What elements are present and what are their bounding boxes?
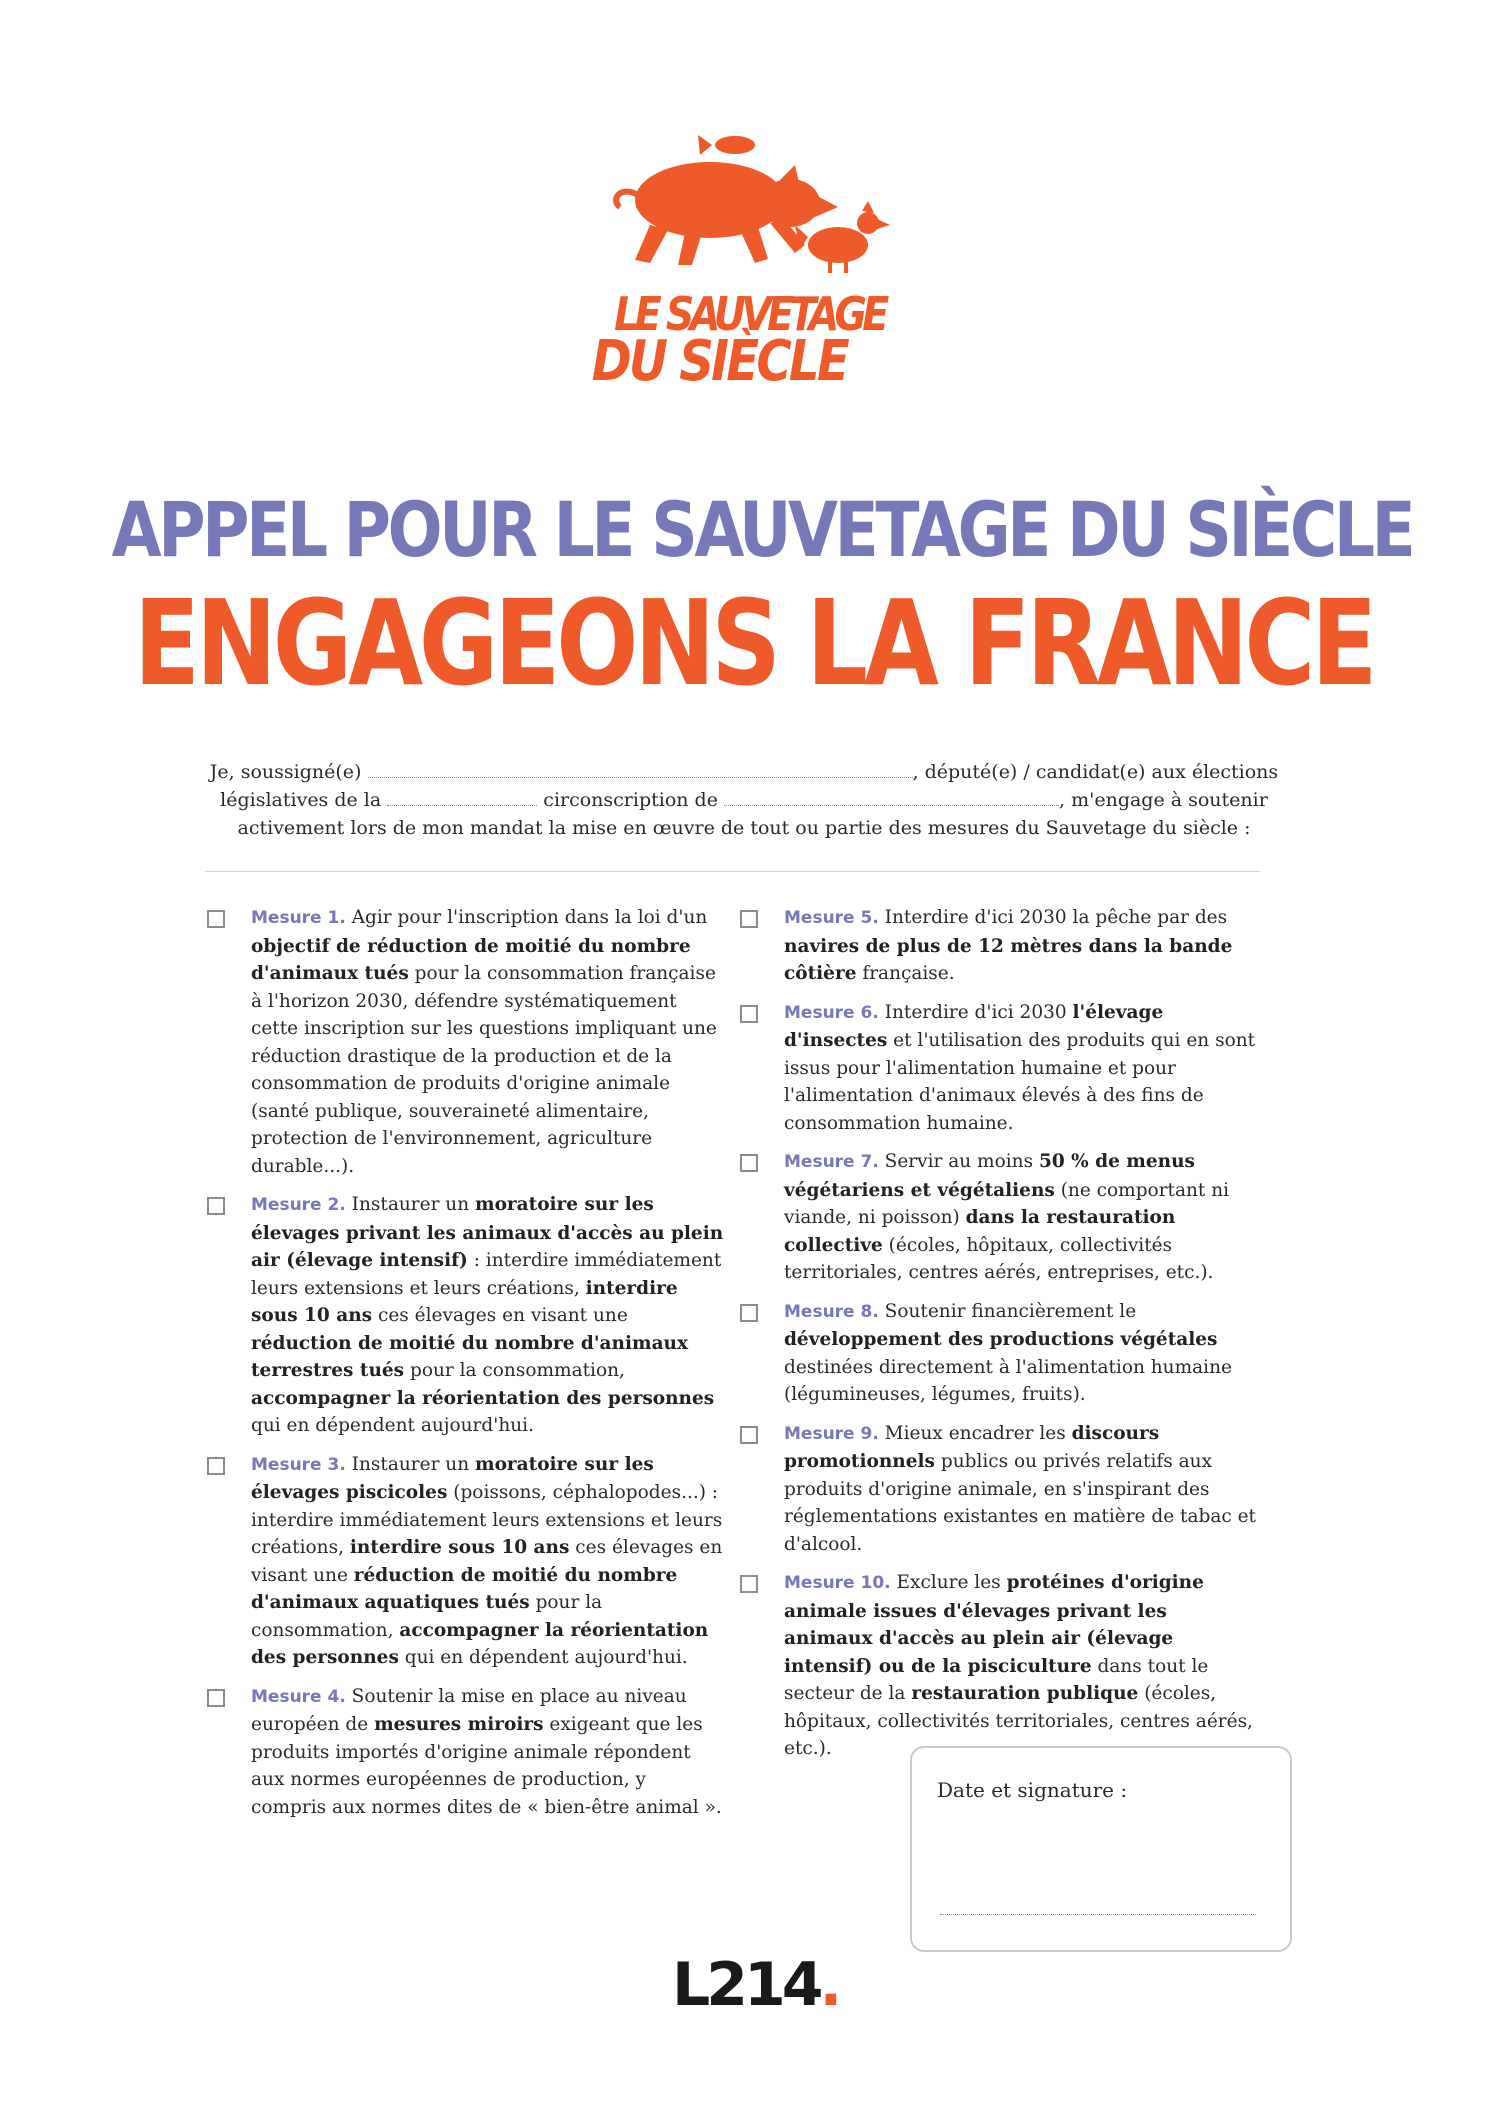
l214-dot: .	[819, 1950, 839, 2020]
measures-column-right	[738, 904, 1258, 1774]
measure-10	[738, 1569, 1258, 1763]
measures-column-left	[205, 904, 725, 1832]
measure-label: Mesure 6.	[784, 1002, 879, 1023]
measure-label: Mesure 10.	[784, 1573, 891, 1593]
measure-text: (poissons, céphalopodes...) : interdire immédiatement leurs extensions et leurs créations,	[251, 1482, 723, 1558]
measure-label: Mesure 8.	[784, 1301, 879, 1322]
measure-8	[738, 1298, 1258, 1409]
measure-9	[738, 1420, 1258, 1559]
measure-text-bold: accompagner la réorientation des personnes	[251, 1619, 709, 1668]
measure-text: pour la consommation,	[404, 1360, 625, 1381]
measure-text: Exclure les	[890, 1572, 1007, 1593]
measure-text: pour la consommation,	[251, 1592, 603, 1641]
fish-icon	[698, 135, 755, 155]
signature-label: Date et signature :	[937, 1778, 1128, 1802]
divider	[205, 871, 1260, 872]
measure-text: française.	[856, 963, 955, 984]
animals-logo-icon	[590, 125, 910, 390]
measure-text: Instaurer un	[345, 1453, 475, 1475]
measure-label: Mesure 1.	[251, 908, 346, 928]
measure-text-bold: interdire sous 10 ans	[251, 1277, 678, 1326]
measure-label: Mesure 4.	[251, 1686, 346, 1707]
measure-text-bold: protéines d'origine animale issues d'élevages privant les animaux d'accès au plein air (élevage intensif) ou de la pisciculture	[784, 1572, 1204, 1677]
measure-text: et l'utilisation des produits qui en sont issus pour l'alimentation humaine et pour l'alimentation d'animaux élevés à des fins de consommation humaine.	[784, 1030, 1256, 1134]
measure-text-bold: accompagner la réorientation des personnes	[251, 1387, 715, 1409]
measure-label: Mesure 2.	[251, 1195, 346, 1215]
measure-text-bold: objectif de réduction de moitié du nombre d'animaux tués	[251, 935, 691, 984]
measure-text-bold: développement des productions végétales	[784, 1329, 1218, 1350]
measure-label: Mesure 7.	[784, 1152, 879, 1172]
measure-text-bold: restauration publique	[911, 1683, 1139, 1704]
measure-3	[205, 1451, 725, 1672]
measure-text-bold: dans la restauration collective	[784, 1207, 1176, 1256]
measure-text: pour la consommation française à l'horizon 2030, défendre systématiquement cette inscription sur les questions impliquant une réduction drastique de la production et de la consommation de produits d'origine animale (santé publique, souveraineté alimentaire, protection de l'environnement, agriculture durable...).	[251, 963, 717, 1177]
measure-text-bold: réduction de moitié du nombre d'animaux terrestres tués	[251, 1332, 689, 1381]
measure-text: Soutenir financièrement le	[878, 1300, 1137, 1322]
measure-text: dans tout le secteur de la	[784, 1655, 1209, 1704]
measure-text: exigeant que les produits importés d'origine animale répondent aux normes européennes de production, y compris aux normes dites de « bien-être animal ».	[251, 1714, 722, 1818]
measure-text: Mieux encadrer les	[878, 1422, 1072, 1444]
pig-icon	[616, 162, 838, 265]
signature-box[interactable]	[910, 1746, 1292, 1952]
title-line-2: ENGAGEONS LA FRANCE	[133, 574, 1374, 712]
measure-7	[738, 1148, 1258, 1287]
pledge-part-4: , m'engage à soutenir activement lors de mon mandat la mise en œuvre de tout ou partie des mesures du Sauvetage du siècle :	[237, 789, 1268, 839]
measure-label: Mesure 3.	[251, 1454, 346, 1475]
measure-5	[738, 904, 1258, 988]
measure-10-checkbox[interactable]	[740, 1575, 758, 1593]
measure-text: ces élevages en visant une	[372, 1305, 628, 1326]
logo-line-1: LE SAUVETAGE	[614, 288, 890, 342]
measure-text-bold: interdire sous 10 ans	[349, 1537, 570, 1558]
measure-text: (écoles, hôpitaux, collectivités territoriales, centres aérés, entreprises, etc.).	[784, 1234, 1214, 1283]
measure-text-bold: 50 % de menus végétariens et végétaliens	[784, 1151, 1195, 1201]
l214-brand: L214	[672, 1950, 820, 2020]
measure-text-bold: l'élevage d'insectes	[784, 1001, 1164, 1051]
measure-text-bold: discours promotionnels	[784, 1422, 1160, 1472]
measure-text: Interdire d'ici 2030 la pêche par des	[878, 907, 1228, 928]
pledge-text	[200, 758, 1288, 842]
measure-4-checkbox[interactable]	[207, 1689, 225, 1707]
measure-8-checkbox[interactable]	[740, 1304, 758, 1322]
measure-9-checkbox[interactable]	[740, 1426, 758, 1444]
measure-text: Soutenir la mise en place au niveau européen de	[251, 1685, 687, 1735]
measure-1-checkbox[interactable]	[207, 910, 225, 928]
measure-text-bold: réduction de moitié du nombre d'animaux aquatiques tués	[251, 1564, 678, 1613]
measure-text: destinées directement à l'alimentation humaine (légumineuses, légumes, fruits).	[784, 1356, 1232, 1405]
measure-6	[738, 999, 1258, 1138]
measure-text: qui en dépendent aujourd'hui.	[251, 1415, 534, 1436]
signature-line[interactable]	[940, 1914, 1256, 1915]
circumscription-number-field[interactable]	[387, 789, 537, 806]
measure-6-checkbox[interactable]	[740, 1005, 758, 1023]
pledge-part-3: circonscription de	[543, 789, 718, 811]
measure-7-checkbox[interactable]	[740, 1154, 758, 1172]
measure-2-checkbox[interactable]	[207, 1197, 225, 1215]
measure-text: : interdire immédiatement leurs extensions et leurs créations,	[251, 1250, 722, 1299]
measure-text: ces élevages en visant une	[251, 1537, 723, 1586]
measure-text: (ne comportant ni viande, ni poisson)	[784, 1179, 1230, 1228]
measure-text: Interdire d'ici 2030	[878, 1001, 1073, 1023]
measure-text-bold: moratoire sur les élevages piscicoles	[251, 1453, 654, 1503]
measure-text: qui en dépendent aujourd'hui.	[398, 1647, 688, 1668]
measure-2	[205, 1191, 725, 1440]
name-field[interactable]	[368, 761, 913, 778]
measure-4	[205, 1683, 725, 1822]
measure-label: Mesure 5.	[784, 908, 879, 928]
measure-text: Agir pour l'inscription dans la loi d'un	[345, 907, 708, 928]
measure-text: Instaurer un	[345, 1194, 475, 1215]
measure-1	[205, 904, 725, 1180]
logo	[590, 125, 910, 390]
measure-text-bold: navires de plus de 12 mètres dans la bande côtière	[784, 935, 1233, 984]
l214-logo	[672, 1950, 839, 2020]
title-line-1: APPEL POUR LE SAUVETAGE DU SIÈCLE	[111, 485, 1413, 574]
pledge-part-2: , député(e) / candidat(e) aux élections législatives de la	[220, 761, 1279, 811]
measure-text: publics ou privés relatifs aux produits d'origine animale, en s'inspirant des réglementations existantes en matière de tabac et d'alcool.	[784, 1451, 1256, 1555]
measure-5-checkbox[interactable]	[740, 910, 758, 928]
measure-label: Mesure 9.	[784, 1423, 879, 1444]
pledge-part-1: Je, soussigné(e)	[209, 761, 362, 783]
measure-text: (écoles, hôpitaux, collectivités territoriales, centres aérés, etc.).	[784, 1683, 1253, 1759]
measure-text-bold: mesures miroirs	[374, 1714, 544, 1735]
department-field[interactable]	[724, 789, 1059, 806]
measure-3-checkbox[interactable]	[207, 1457, 225, 1475]
measure-text-bold: moratoire sur les élevages privant les animaux d'accès au plein air (élevage intensif)	[251, 1194, 724, 1271]
measure-text: Servir au moins	[878, 1151, 1039, 1172]
logo-line-2: DU SIÈCLE	[591, 329, 850, 390]
